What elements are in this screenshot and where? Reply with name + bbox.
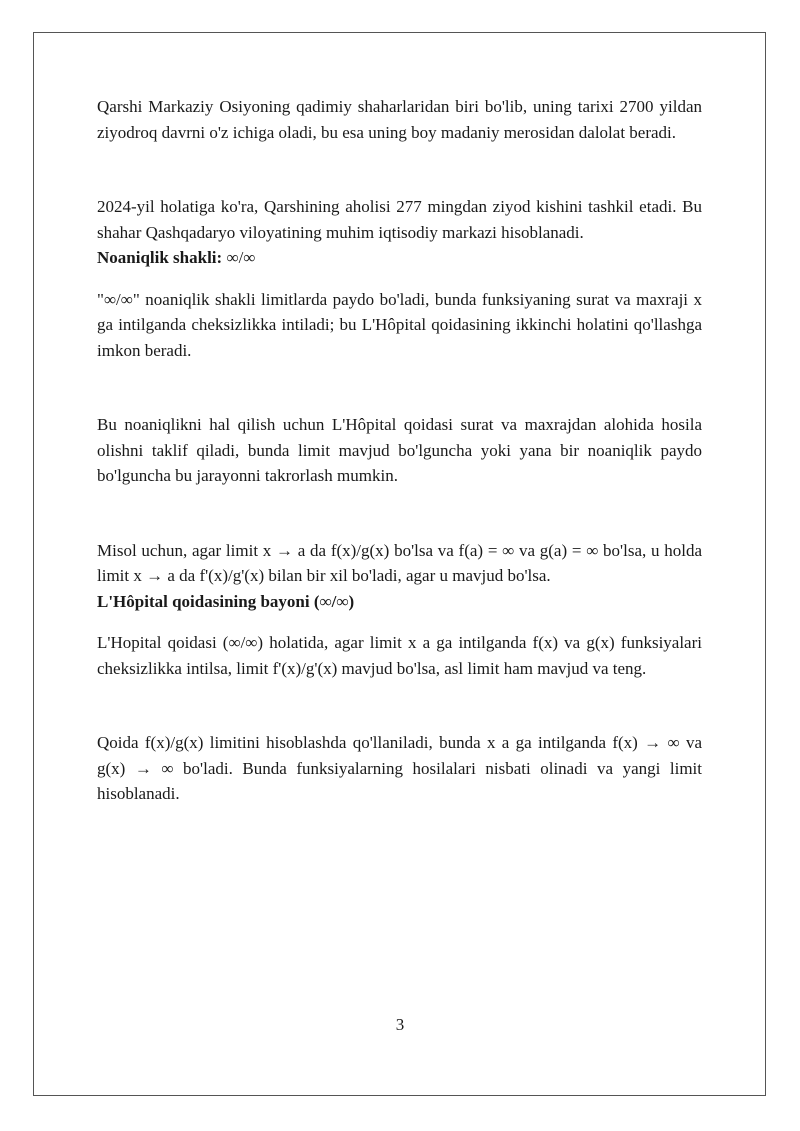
- paragraph-rule-application: Qoida f(x)/g(x) limitini hisoblashda qo'llaniladi, bunda x a ga intilganda f(x) → ∞ va g(x) → ∞ bo'ladi. Bunda funksiyalarning hosilalari nisbati olinadi va yangi limit hisoblanadi.: [97, 733, 702, 803]
- heading-symbol-text: ∞/∞: [222, 248, 256, 267]
- heading-bold-text: L'Hôpital qoidasining bayoni (∞/∞): [97, 591, 355, 611]
- paragraph-infinity-form: "∞/∞" noaniqlik shakli limitlarda paydo bo'ladi, bunda funksiyaning surat va maxraji x ga intilganda cheksizlikka intiladi; bu L'Hôpital qoidasining ikkinchi holatini qo'llashga imkon beradi.: [97, 289, 702, 360]
- section-heading-lhopital-statement: [97, 589, 702, 615]
- page-number: 3: [395, 1015, 405, 1034]
- heading-bold-text: Noaniqlik shakli:: [97, 248, 223, 267]
- paragraph-qarshi-history: Qarshi Markaziy Osiyoning qadimiy shaharlaridan biri bo'lib, uning tarixi 2700 yildan ziyodroq davrni o'z ichiga oladi, bu esa uning boy madaniy merosidan dalolat beradi.: [97, 97, 702, 142]
- paragraph-example: Misol uchun, agar limit x → a da f(x)/g(x) bo'lsa va f(a) = ∞ va g(a) = ∞ bo'lsa, u holda limit x → a da f'(x)/g'(x) bilan bir xil bo'ladi, agar u mavjud bo'lsa.: [97, 540, 702, 585]
- paragraph-lhopital-solution: Bu noaniqlikni hal qilish uchun L'Hôpital qoidasi surat va maxrajdan alohida hosila olishni taklif qiladi, bunda limit mavjud bo'lguncha yoki yana bir noaniqlik paydo bo'lguncha bu jarayonni takrorlash mumkin.: [97, 415, 702, 485]
- document-body: [97, 94, 702, 807]
- paragraph-qarshi-population: 2024-yil holatiga ko'ra, Qarshining aholisi 277 mingdan ziyod kishini tashkil etadi. Bu shahar Qashqadaryo viloyatining muhim iqtisodiy markazi hisoblanadi.: [97, 197, 702, 242]
- paragraph-rule-statement: L'Hopital qoidasi (∞/∞) holatida, agar limit x a ga intilganda f(x) va g(x) funksiyalari cheksizlikka intilsa, limit f'(x)/g'(x) mavjud bo'lsa, asl limit ham mavjud va teng.: [97, 633, 702, 678]
- section-heading-indeterminate-form: [97, 245, 702, 271]
